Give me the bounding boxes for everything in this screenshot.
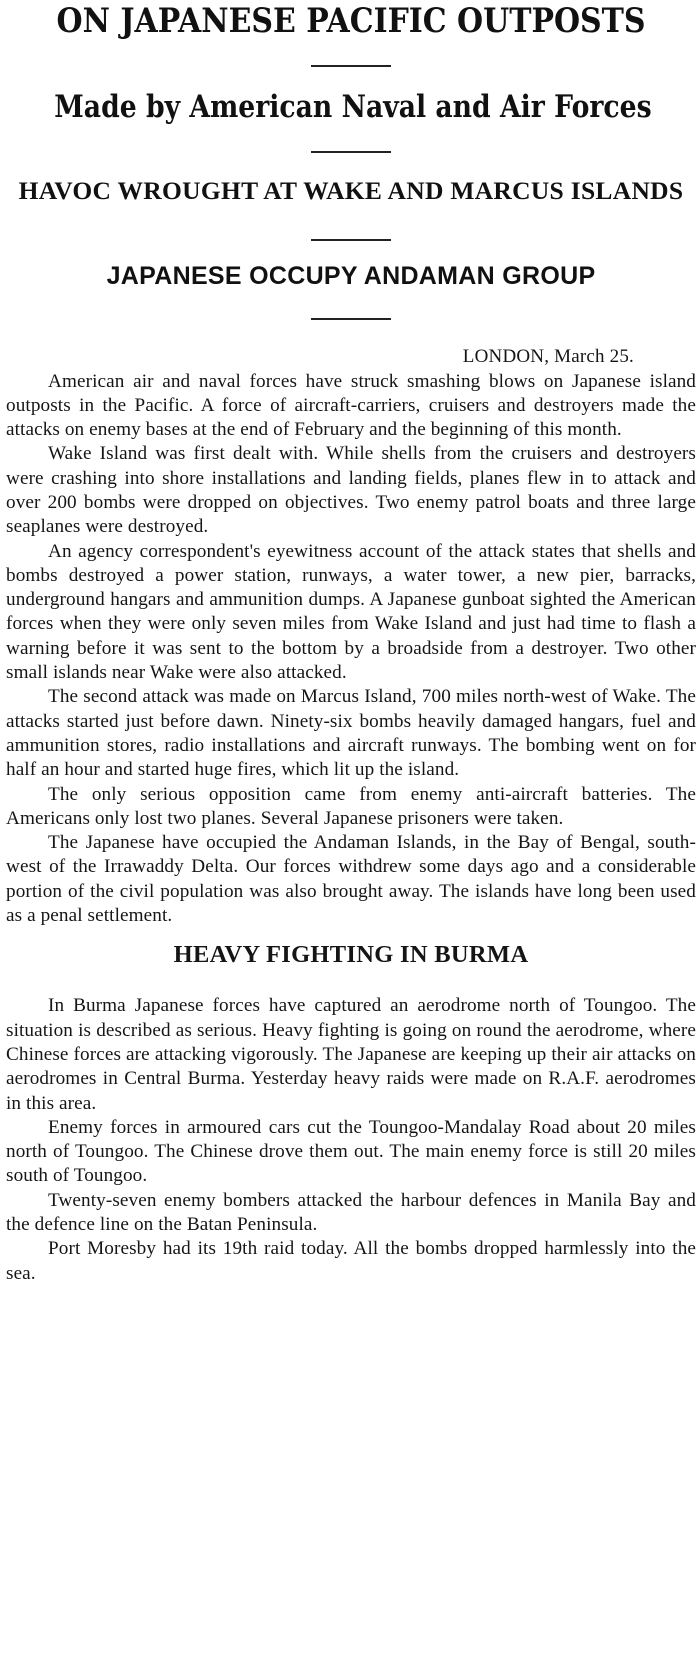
article-body: [6, 370, 696, 929]
paragraph: An agency correspondent's eyewitness account of the attack states that shells and bombs destroyed a power station, runways, a water tower, a new pier, barracks, underground hangars and ammunition dumps. A Japanese gunboat sighted the American forces when they were only seven miles from Wake Island and just had time to flash a warning before it was sent to the bottom by a broadside from a destroyer. Two other small islands near Wake were also attacked.: [6, 540, 696, 684]
paragraph: The only serious opposition came from enemy anti-aircraft batteries. The Americans only lost two planes. Several Japanese prisoners were taken.: [6, 783, 696, 829]
main-headline: ON JAPANESE PACIFIC OUTPOSTS: [56, 1, 646, 41]
paragraph: Port Moresby had its 19th raid today. All the bombs dropped harmlessly into the sea.: [6, 1238, 696, 1284]
subheadline-2: HAVOC WROUGHT AT WAKE AND MARCUS ISLANDS: [18, 176, 684, 205]
article-body-section-2: [6, 994, 696, 1286]
subheadline-1: Made by American Naval and Air Forces: [54, 89, 652, 125]
headline-divider: [311, 65, 391, 67]
paragraph: The second attack was made on Marcus Island, 700 miles north-west of Wake. The attacks started just before dawn. Ninety-six bombs heavily damaged hangars, fuel and ammunition stores, radio installations and aircraft runways. The bombing went on for half an hour and started huge fires, which lit up the island.: [6, 686, 696, 781]
paragraph: In Burma Japanese forces have captured an aerodrome north of Toungoo. The situation is described as serious. Heavy fighting is going on round the aerodrome, where Chinese forces are attacking vigorously. The Japanese are keeping up their air attacks on aerodromes in Central Burma. Yesterday heavy raids were made on R.A.F. aerodromes in this area.: [6, 995, 696, 1114]
headline-divider: [311, 151, 391, 153]
paragraph: Enemy forces in armoured cars cut the Toungoo-Mandalay Road about 20 miles north of Toungoo. The Chinese drove them out. The main enemy force is still 20 miles south of Toungoo.: [6, 1116, 696, 1187]
subheadline-3: JAPANESE OCCUPY ANDAMAN GROUP: [106, 262, 596, 290]
paragraph: Twenty-seven enemy bombers attacked the harbour defences in Manila Bay and the defence line on the Batan Peninsula.: [6, 1189, 696, 1235]
headline-divider: [311, 239, 391, 241]
dateline: LONDON, March 25.: [462, 346, 634, 367]
headline-divider: [311, 318, 391, 320]
paragraph: Wake Island was first dealt with. While shells from the cruisers and destroyers were crashing into shore installations and landing fields, planes flew in to attack and over 200 bombs were dropped on objectives. Two enemy patrol boats and three large seaplanes were destroyed.: [6, 443, 696, 538]
section-subhead: HEAVY FIGHTING IN BURMA: [173, 941, 529, 969]
paragraph: The Japanese have occupied the Andaman Islands, in the Bay of Bengal, south-west of the Irrawaddy Delta. Our forces withdrew some days ago and a considerable portion of the civil population was also brought away. The islands have long been used as a penal settlement.: [6, 832, 696, 927]
paragraph: American air and naval forces have struck smashing blows on Japanese island outposts in the Pacific. A force of aircraft-carriers, cruisers and destroyers made the attacks on enemy bases at the end of February and the beginning of this month.: [6, 370, 696, 441]
